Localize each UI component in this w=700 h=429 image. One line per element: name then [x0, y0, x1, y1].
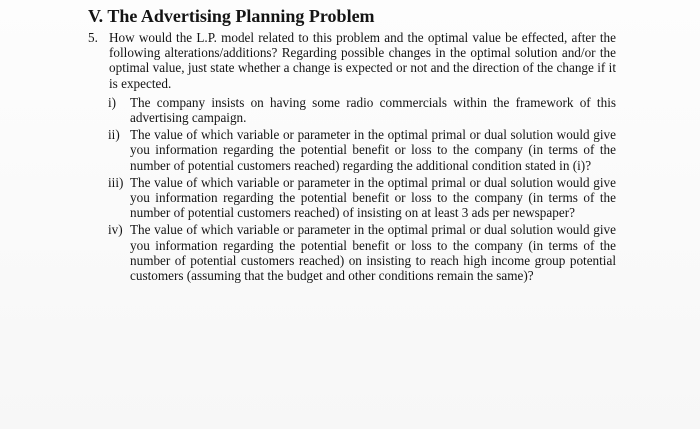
question-row — [88, 30, 616, 91]
sub-question-text: The value of which variable or parameter in the optimal primal or dual solution would give you information regarding the potential benefit or loss to the company (in terms of the number of potential customers reached) regarding the additional condition stated in (i)? — [130, 127, 616, 173]
question-5 — [88, 30, 616, 283]
section-title: V. The Advertising Planning Problem — [88, 6, 375, 26]
sub-question-iii — [108, 175, 616, 221]
sub-question-iv — [108, 222, 616, 283]
question-number: 5. — [88, 30, 98, 45]
question-text: How would the L.P. model related to this problem and the optimal value be effected, after the following alterations/additions? Regarding possible changes in the optimal solution and/or the optimal value, just state whether a change is expected or not and the direction of the change if it is expected. — [109, 30, 616, 91]
sub-question-list — [108, 95, 616, 283]
sub-question-text: The company insists on having some radio commercials within the framework of this advertising campaign. — [130, 94, 616, 126]
sub-question-label: i) — [108, 94, 117, 110]
sub-question-label: ii) — [108, 127, 120, 143]
sub-question-label: iv) — [108, 222, 123, 238]
sub-question-i — [108, 95, 616, 125]
sub-question-label: iii) — [108, 174, 124, 190]
sub-question-text: The value of which variable or parameter in the optimal primal or dual solution would give you information regarding the potential benefit or loss to the company (in terms of the number of potential customers reached) on insisting to reach high income group potential customers (assuming that the budget and other conditions remain the same)? — [130, 222, 616, 284]
sub-question-text: The value of which variable or parameter in the optimal primal or dual solution would give you information regarding the potential benefit or loss to the company (in terms of the number of potential customers reached) of insisting on at least 3 ads per newspaper? — [130, 174, 616, 221]
sub-question-ii — [108, 127, 616, 173]
